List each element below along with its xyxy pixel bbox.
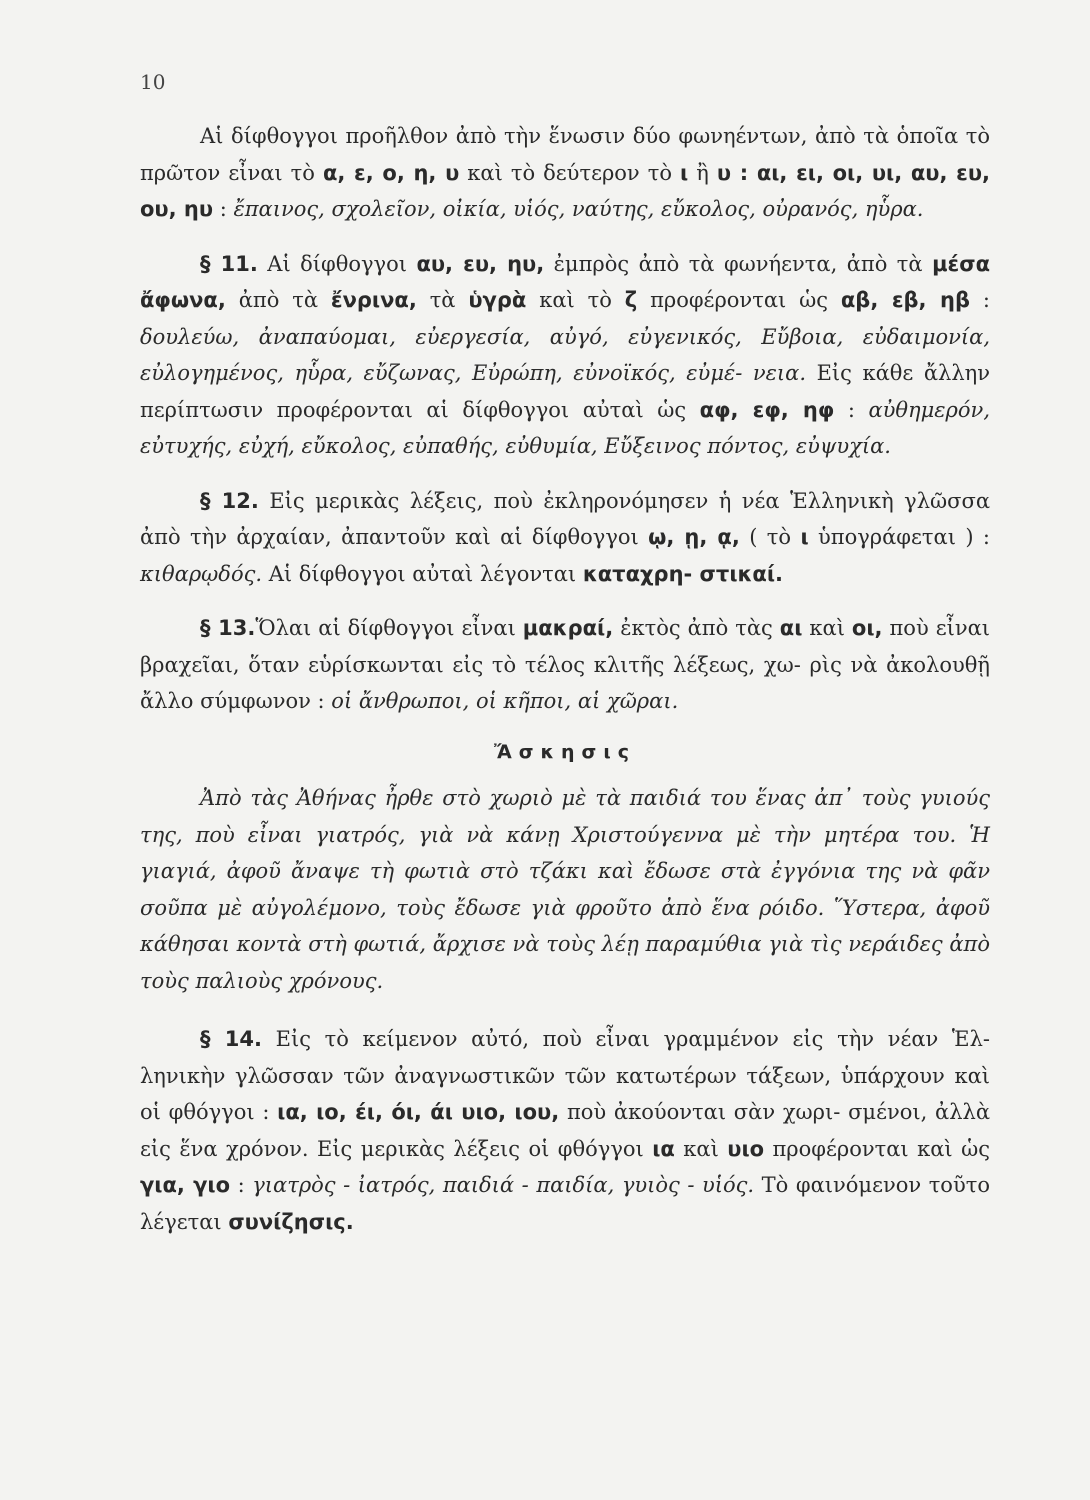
text: καὶ	[802, 616, 852, 640]
text: καὶ τὸ δεύτερον τὸ	[459, 160, 681, 185]
example-words: ἔπαινος, σχολεῖον, οἰκία, υἱός, ναύτης, εὔκολος, οὐρανός, ηὗρα.	[233, 197, 924, 221]
section-11	[140, 246, 990, 465]
text: ( τὸ	[739, 525, 801, 549]
text: ἐκτὸς ἀπὸ τὰς	[613, 616, 780, 640]
example-letters: αυ, ευ, ηυ,	[416, 251, 545, 276]
exercise-passage: Ἀπὸ τὰς Ἀθήνας ἦρθε στὸ χωριὸ μὲ τὰ παιδιά του ἕνας ἀπ᾽ τοὺς γυιούς της, ποὺ εἶναι γιατρός, γιὰ νὰ κάνῃ Χριστούγεννα μὲ τὴν μητέρα του. Ἡ γιαγιά, ἀφοῦ ἄναψε τὴ φωτιὰ στὸ τζάκι καὶ ἔδωσε στὰ ἐγγόνια της νὰ φᾶν σοῦπα μὲ αὐγολέμονο, τοὺς ἔδωσε γιὰ φροῦτο ἀπὸ ἕνα ρόιδο. Ὕστερα, ἀφοῦ κάθησαι κοντὰ στὴ φωτιά, ἄρχισε νὰ τοὺς λέῃ παραμύθια γιὰ τὶς νεράιδες ἀπὸ τοὺς παλιοὺς χρόνους.	[140, 786, 990, 993]
example-letters: υ : αι, ει, οι, υι, αυ, ευ, ου, ηυ	[140, 160, 990, 221]
example-letters: ῳ, ῃ, ᾳ,	[648, 525, 740, 549]
example-letters: οι,	[851, 616, 883, 640]
example-letters: α, ε, ο, η, υ	[322, 160, 460, 185]
term: καταχρη- στικαί.	[582, 561, 784, 586]
text: ποὺ εἶναι βραχεῖαι, ὅταν εὑρίσκωνται εἰς τὸ τέλος κλιτῆς λέξεως, χω- ρὶς νὰ ἀκολουθῇ ἄλλο σύμφωνον :	[140, 616, 990, 713]
text: ποὺ ἀκούονται σὰν χωρι- σμένοι, ἀλλὰ εἰς ἕνα χρόνον. Εἰς μερικὰς λέξεις οἱ φθόγγοι	[140, 1100, 991, 1161]
exercise-text	[140, 780, 990, 999]
example-words: δουλεύω, ἀναπαύομαι, εὐεργεσία, αὐγό, εὐγενικός, Εὔβοια, εὐδαιμονία, εὐλογημένος, ηὗρα, εὔζωνας, Εὐρώπη, εὐνοϊκός, εὐμέ- νεια.	[140, 324, 990, 385]
exercise-title: Ἄσκησις	[493, 740, 637, 763]
section-number: § 12.	[200, 488, 259, 513]
text: καὶ τὸ	[526, 288, 625, 312]
text: καὶ	[674, 1136, 728, 1161]
term: συνίζησις.	[228, 1209, 354, 1234]
example-letters: αβ, εβ, ηβ	[840, 288, 971, 312]
example-letters: υιο	[727, 1136, 765, 1161]
text: Ὅλαι αἱ δίφθογγοι εἶναι	[255, 616, 523, 640]
section-12	[140, 483, 990, 593]
text: τὰ	[416, 288, 469, 312]
example-letters: ι	[800, 525, 809, 549]
text: :	[230, 1173, 253, 1197]
text: Εἰς κάθε ἄλλην περίπτωσιν προφέρονται αἱ δίφθογγοι αὐταὶ ὡς	[140, 361, 990, 422]
text: ἀπὸ τὰ	[225, 288, 331, 312]
text: ἢ	[688, 160, 717, 185]
text: προφέρονται ὡς	[637, 288, 841, 312]
example-letters: ια, ιο, έι, όι, άι υιο, ιου,	[277, 1100, 560, 1124]
intro-paragraph	[140, 118, 990, 228]
section-13	[140, 610, 990, 720]
example-words: κιθαρῳδός.	[140, 561, 263, 586]
section-number: § 14.	[200, 1027, 262, 1051]
text: :	[213, 197, 234, 221]
example-letters: ζ	[624, 288, 638, 312]
text: ἐμπρὸς ἀπὸ τὰ φωνήεντα, ἀπὸ τὰ	[544, 251, 933, 276]
example-letters: μέσα ἄφωνα,	[140, 251, 991, 312]
example-letters: αι	[779, 616, 803, 640]
text: :	[970, 288, 990, 312]
example-letters: ια	[652, 1136, 675, 1161]
example-words: γιατρὸς - ἰατρός, παιδιά - παιδία, γυιὸς - υἱός.	[252, 1173, 755, 1197]
example-letters: ὑγρὰ	[468, 288, 527, 312]
example-letters: αφ, εφ, ηφ	[699, 397, 835, 422]
text: προφέρονται καὶ ὡς	[764, 1136, 990, 1161]
example-letters: για, γιο	[140, 1173, 231, 1197]
text: Αἱ δίφθογγοι προῆλθον ἀπὸ τὴν ἕνωσιν δύο φωνηέντων, ἀπὸ τὰ ὁποῖα τὸ πρῶτον εἶναι τὸ	[140, 124, 990, 185]
term: μακραί,	[522, 616, 614, 640]
example-letters: ἔνρινα,	[330, 288, 417, 312]
text: :	[834, 397, 869, 422]
text: Εἰς μερικὰς λέξεις, ποὺ ἐκληρονόμησεν ἡ νέα Ἑλληνικὴ γλῶσσα ἀπὸ τὴν ἀρχαίαν, ἀπαντοῦν καὶ αἱ δίφθογγοι	[140, 488, 991, 549]
text: Τὸ φαινόμενον τοῦτο λέγεται	[140, 1173, 990, 1234]
section-14	[140, 1021, 990, 1240]
page-number: 10	[140, 70, 166, 94]
section-number: § 13.	[200, 616, 256, 640]
example-words: οἱ ἄνθρωποι, οἱ κῆποι, αἱ χῶραι.	[331, 689, 679, 713]
text: Αἱ δίφθογγοι αὐταὶ λέγονται	[262, 561, 583, 586]
example-words: αὐθημερόν, εὐτυχής, εὐχή, εὔκολος, εὐπαθής, εὐθυμία, Εὔξεινος πόντος, εὐψυχία.	[140, 397, 990, 458]
example-letters: ι	[680, 160, 689, 185]
page-body	[140, 118, 990, 1240]
section-number: § 11.	[200, 251, 258, 276]
text: Εἰς τὸ κείμενον αὐτό, ποὺ εἶναι γραμμένον εἰς τὴν νέαν Ἑλ- ληνικὴν γλῶσσαν τῶν ἀναγνωστικῶν τῶν κατωτέρων τάξεων, ὑπάρχουν καὶ οἱ φθόγγοι :	[140, 1027, 991, 1124]
text: ὑπογράφεται ) :	[808, 525, 990, 549]
text: Αἱ δίφθογγοι	[257, 251, 417, 276]
